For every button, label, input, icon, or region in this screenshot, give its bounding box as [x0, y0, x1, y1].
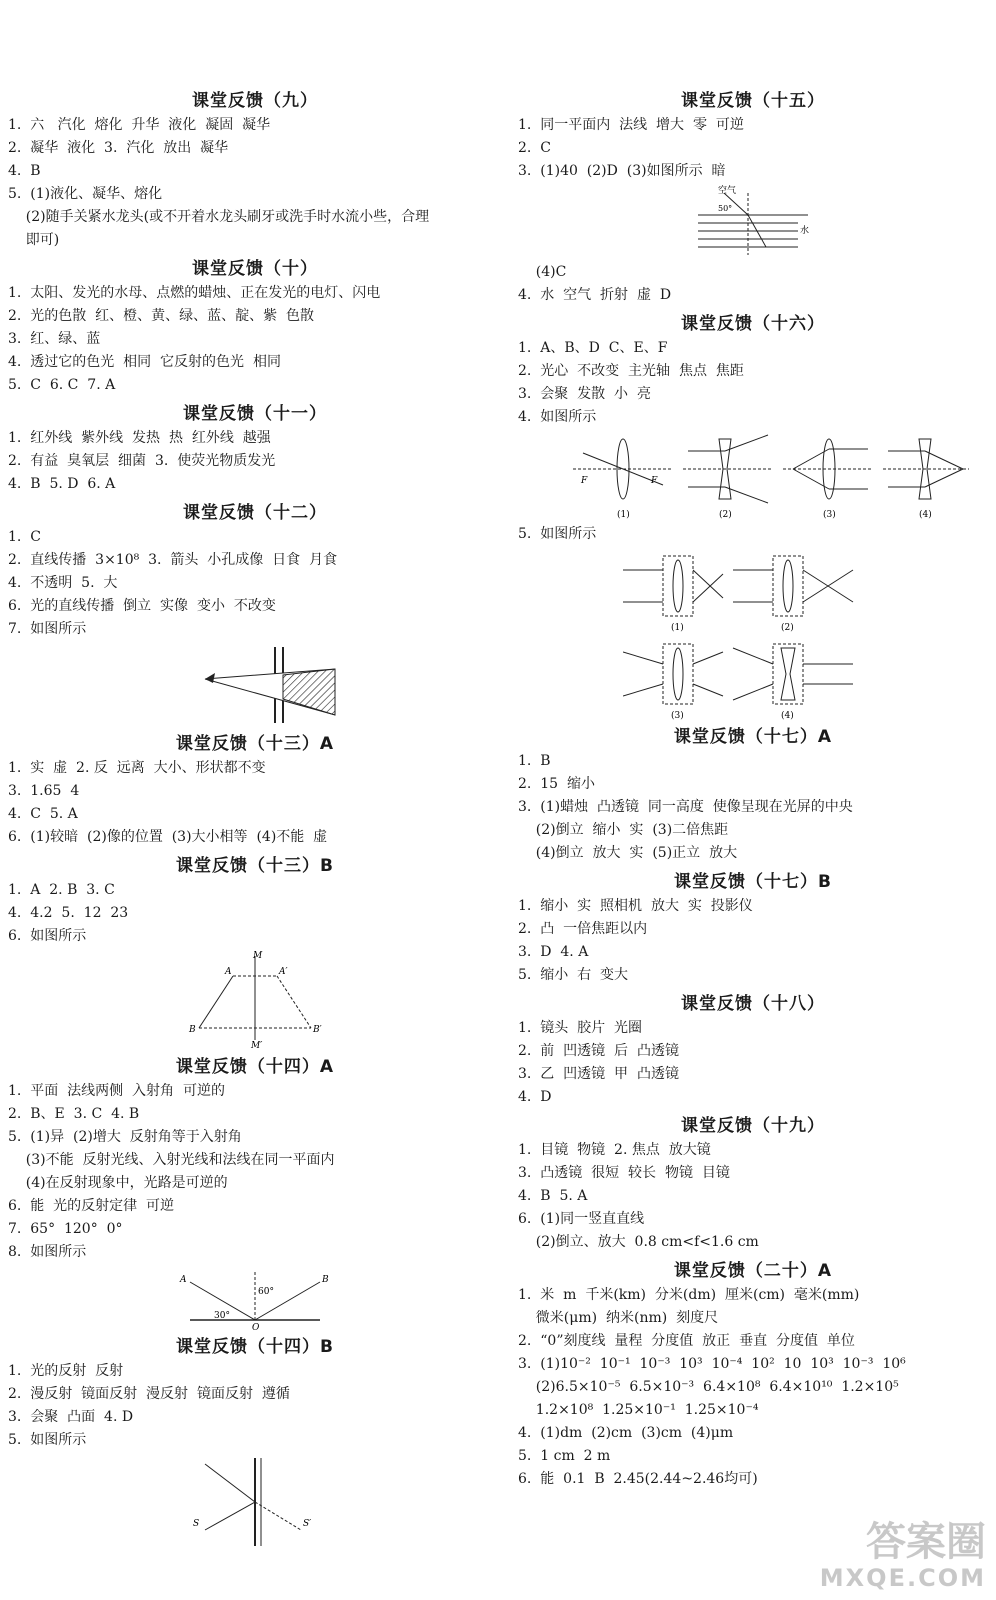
answer-line: 1. 红外线 紫外线 发热 热 红外线 越强	[8, 430, 271, 446]
answer-section	[518, 871, 988, 987]
answer-line: 2. 光心 不改变 主光轴 焦点 焦距	[518, 363, 744, 379]
section-title: 课堂反馈（九）	[192, 91, 318, 111]
figure-label: 30°	[214, 1311, 230, 1321]
answer-section	[518, 993, 988, 1109]
section-title: 课堂反馈（十七）B	[674, 872, 832, 892]
answer-line: 4. B	[8, 163, 41, 179]
answer-line: 6. 如图所示	[8, 928, 87, 944]
answer-line: 1. C	[8, 529, 41, 545]
answer-line: 1. A 2. B 3. C	[8, 882, 115, 898]
answer-line: 1. B	[518, 753, 551, 769]
answer-line: 2. 漫反射 镜面反射 漫反射 镜面反射 遵循	[8, 1386, 290, 1402]
answer-line: 7. 如图所示	[8, 621, 87, 637]
watermark	[820, 1520, 986, 1592]
answer-line: 1. 实 虚 2. 反 远离 大小、形状都不变	[8, 760, 266, 776]
left-column	[8, 84, 502, 1552]
answer-line: 1. 光的反射 反射	[8, 1363, 124, 1379]
figure-label: (4)	[919, 510, 932, 520]
figure-label: 60°	[258, 1287, 274, 1297]
figure-label: (3)	[671, 711, 684, 720]
answer-line: 5. 1 cm 2 m	[518, 1448, 611, 1464]
answer-section	[8, 258, 502, 397]
answer-line: 4. 4.2 5. 12 23	[8, 905, 129, 921]
answer-line: 3. 会聚 凸面 4. D	[8, 1409, 134, 1425]
answer-line: 1. 缩小 实 照相机 放大 实 投影仪	[518, 898, 753, 914]
answer-line: (4)C	[518, 264, 567, 280]
answer-line: 2. C	[518, 140, 551, 156]
answer-line: 1. 六 汽化 熔化 升华 液化 凝固 凝华	[8, 117, 271, 133]
section-title: 课堂反馈（十五）	[681, 91, 825, 111]
answer-line: 4. C 5. A	[8, 806, 78, 822]
answer-section	[518, 726, 988, 865]
figure-label: M′	[251, 1041, 263, 1050]
answer-section	[8, 403, 502, 496]
answer-line: 即可)	[8, 232, 60, 248]
answer-line: 3. 乙 凹透镜 甲 凸透镜	[518, 1066, 679, 1082]
answer-line: 1. 平面 法线两侧 入射角 可逆的	[8, 1083, 225, 1099]
section-title: 课堂反馈（十四）A	[175, 1057, 335, 1077]
answer-line: 2. 凝华 液化 3. 汽化 放出 凝华	[8, 140, 229, 156]
figure-label: B	[322, 1275, 329, 1285]
answer-line: 2. “0”刻度线 量程 分度值 放正 垂直 分度值 单位	[518, 1333, 855, 1349]
answer-line: 5. 缩小 右 变大	[518, 967, 629, 983]
figure-label: 50°	[718, 204, 733, 213]
answer-section	[8, 1336, 502, 1550]
answer-section	[518, 313, 988, 720]
answer-line: 8. 如图所示	[8, 1244, 87, 1260]
answer-section	[8, 502, 502, 727]
answer-line: 4. D	[518, 1089, 552, 1105]
watermark-line1: 答案圈	[866, 1519, 986, 1565]
figure-label: S′	[303, 1519, 312, 1529]
figure-label: S	[193, 1519, 200, 1529]
answer-line: 1. 太阳、发光的水母、点燃的蜡烛、正在发光的电灯、闪电	[8, 285, 381, 301]
answer-section	[8, 1056, 502, 1330]
figure-label: (3)	[823, 510, 836, 520]
answer-line: 4. 透过它的色光 相同 它反射的色光 相同	[8, 354, 281, 370]
section-title: 课堂反馈（十七）A	[673, 727, 833, 747]
section-title: 课堂反馈（十）	[192, 259, 318, 279]
answer-section	[8, 90, 502, 252]
answer-line: 4. (1)dm (2)cm (3)cm (4)μm	[518, 1425, 734, 1441]
answer-line: 7. 65° 120° 0°	[8, 1221, 123, 1237]
answer-line: 1. 同一平面内 法线 增大 零 可逆	[518, 117, 744, 133]
answer-line: (4)倒立 放大 实 (5)正立 放大	[518, 845, 738, 861]
section-title: 课堂反馈（二十）A	[673, 1261, 833, 1281]
answer-line: 2. 有益 臭氧层 细菌 3. 使荧光物质发光	[8, 453, 276, 469]
answer-section	[518, 1260, 988, 1491]
answer-line: 6. (1)同一竖直直线	[518, 1211, 645, 1227]
figure-mirror-point-image	[185, 1454, 325, 1550]
section-title: 课堂反馈（十三）A	[175, 734, 335, 754]
section-title: 课堂反馈（十三）B	[176, 856, 334, 876]
answer-line: 1.2×10⁸ 1.25×10⁻¹ 1.25×10⁻⁴	[518, 1402, 759, 1418]
figure-label: O	[252, 1323, 260, 1330]
answer-line: 6. 能 0.1 B 2.45(2.44~2.46均可)	[518, 1471, 758, 1487]
answer-line: 4. 不透明 5. 大	[8, 575, 118, 591]
answer-line: 6. (1)较暗 (2)像的位置 (3)大小相等 (4)不能 虚	[8, 829, 328, 845]
answer-line: 3. (1)40 (2)D (3)如图所示 暗	[518, 163, 726, 179]
figure-label: (2)	[781, 623, 794, 633]
answer-line: 3. 凸透镜 很短 较长 物镜 目镜	[518, 1165, 730, 1181]
answer-line: 2. 前 凹透镜 后 凸透镜	[518, 1043, 679, 1059]
section-title: 课堂反馈（十八）	[681, 994, 825, 1014]
answer-line: 3. 红、绿、蓝	[8, 331, 101, 347]
figure-label: A	[180, 1275, 187, 1285]
answer-line: 1. 目镜 物镜 2. 焦点 放大镜	[518, 1142, 711, 1158]
answer-section	[518, 90, 988, 307]
answer-line: 2. 光的色散 红、橙、黄、绿、蓝、靛、紫 色散	[8, 308, 315, 324]
answer-line: (2)随手关紧水龙头(或不开着水龙头刷牙或洗手时水流小些，合理	[8, 209, 430, 225]
section-title: 课堂反馈（十二）	[183, 503, 327, 523]
answer-line: 3. (1)蜡烛 凸透镜 同一高度 使像呈现在光屏的中央	[518, 799, 853, 815]
answer-line: 4. 水 空气 折射 虚 D	[518, 287, 672, 303]
figure-label: 水	[800, 226, 810, 236]
watermark-line2: MXQE.COM	[819, 1564, 986, 1592]
answer-line: 1. 镜头 胶片 光圈	[518, 1020, 643, 1036]
answer-line: 5. 如图所示	[518, 526, 597, 542]
answer-section	[518, 1115, 988, 1254]
answer-line: 3. 1.65 4	[8, 783, 80, 799]
figure-lens-rays-set1	[533, 431, 973, 521]
answer-line: 3. D 4. A	[518, 944, 589, 960]
answer-line: 4. B 5. D 6. A	[8, 476, 116, 492]
answer-line: 3. 会聚 发散 小 亮	[518, 386, 651, 402]
answer-line: 2. 凸 一倍焦距以内	[518, 921, 648, 937]
figure-label: (1)	[617, 510, 630, 520]
figure-label: (1)	[671, 623, 684, 633]
answer-line: 5. C 6. C 7. A	[8, 377, 116, 393]
answer-line: 2. 15 缩小	[518, 776, 595, 792]
section-title: 课堂反馈（十六）	[681, 314, 825, 334]
figure-label: A′	[279, 967, 288, 977]
answer-line: 1. 米 m 千米(km) 分米(dm) 厘米(cm) 毫米(mm)	[518, 1287, 860, 1303]
answer-line: (2)倒立、放大 0.8 cm<f<1.6 cm	[518, 1234, 759, 1250]
figure-label: F	[651, 476, 658, 486]
answer-line: 6. 光的直线传播 倒立 实像 变小 不改变	[8, 598, 276, 614]
section-title: 课堂反馈（十九）	[681, 1116, 825, 1136]
answer-line: 6. 能 光的反射定律 可逆	[8, 1198, 175, 1214]
answer-line: 4. 如图所示	[518, 409, 597, 425]
figure-label: (2)	[719, 510, 732, 520]
answer-line: 5. (1)液化、凝华、熔化	[8, 186, 163, 202]
answer-line: 微米(μm) 纳米(nm) 刻度尺	[518, 1310, 719, 1326]
figure-label: 空气	[718, 186, 737, 196]
figure-label: M	[253, 951, 263, 961]
answer-line: 2. B、E 3. C 4. B	[8, 1106, 140, 1122]
answer-line: 3. (1)10⁻² 10⁻¹ 10⁻³ 10³ 10⁻⁴ 10² 10 10³ 10⁻³ 10⁶	[518, 1356, 906, 1372]
figure-label: B′	[313, 1025, 322, 1035]
figure-label: B	[189, 1025, 196, 1035]
answer-line: 5. (1)异 (2)增大 反射角等于入射角	[8, 1129, 242, 1145]
figure-label: F	[581, 476, 588, 486]
answer-line: 2. 直线传播 3×10⁸ 3. 箭头 小孔成像 日食 月食	[8, 552, 338, 568]
figure-label: (4)	[781, 711, 794, 720]
answer-section	[8, 855, 502, 1050]
answer-line: 5. 如图所示	[8, 1432, 87, 1448]
figure-lens-rays-set2	[623, 548, 883, 720]
figure-label: A	[225, 967, 232, 977]
figure-refraction-air-water	[688, 185, 818, 259]
figure-reflection-angles	[170, 1266, 340, 1330]
answer-section	[8, 733, 502, 849]
figure-plane-mirror-image	[175, 950, 335, 1050]
answer-line: (2)倒立 缩小 实 (3)二倍焦距	[518, 822, 729, 838]
figure-pinhole-shadow	[155, 643, 355, 727]
answer-line: 4. B 5. A	[518, 1188, 588, 1204]
answer-line: (2)6.5×10⁻⁵ 6.5×10⁻³ 6.4×10⁸ 6.4×10¹⁰ 1.2×10⁵	[518, 1379, 899, 1395]
section-title: 课堂反馈（十一）	[183, 404, 327, 424]
answer-line: (3)不能 反射光线、入射光线和法线在同一平面内	[8, 1152, 335, 1168]
answer-line: (4)在反射现象中，光路是可逆的	[8, 1175, 228, 1191]
section-title: 课堂反馈（十四）B	[176, 1337, 334, 1357]
right-column	[518, 84, 988, 1491]
answer-line: 1. A、B、D C、E、F	[518, 340, 668, 356]
